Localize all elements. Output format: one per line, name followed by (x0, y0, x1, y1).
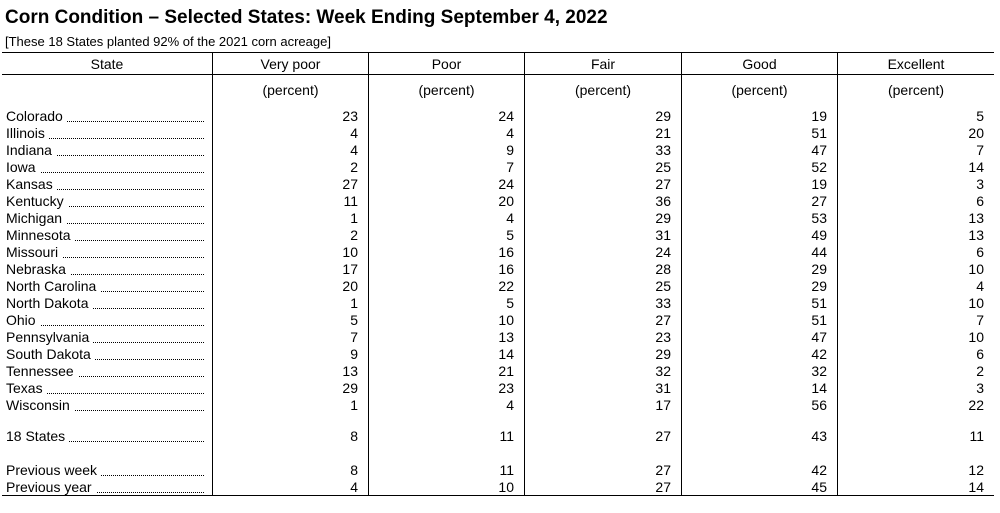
cell-poor: 21 (498, 363, 514, 379)
table-row (0, 227, 1000, 244)
cell-good: 45 (811, 479, 827, 495)
state-name: Texas (6, 380, 47, 396)
total-row (0, 428, 1000, 445)
table-row (0, 312, 1000, 329)
cell-very-poor: 1 (350, 295, 358, 311)
state-cell (6, 278, 204, 295)
cell-poor: 5 (506, 295, 514, 311)
header-state: State (90, 56, 124, 72)
state-name: Tennessee (6, 363, 78, 379)
cell-good: 19 (811, 108, 827, 124)
state-cell (6, 312, 204, 329)
cell-poor: 11 (499, 462, 514, 478)
cell-very-poor: 2 (350, 227, 358, 243)
unit-label: (percent) (262, 82, 319, 98)
cell-poor: 10 (498, 312, 514, 328)
top-rule (2, 52, 994, 53)
cell-good: 53 (811, 210, 827, 226)
cell-very-poor: 1 (350, 397, 358, 413)
cell-good: 42 (811, 462, 827, 478)
cell-fair: 33 (655, 142, 671, 158)
previous-week-row (0, 462, 1000, 479)
cell-poor: 24 (498, 108, 514, 124)
state-cell (6, 108, 204, 125)
cell-excellent: 10 (968, 261, 984, 277)
cell-fair: 25 (655, 159, 671, 175)
cell-very-poor: 11 (343, 193, 358, 209)
cell-very-poor: 4 (350, 479, 358, 495)
cell-very-poor: 2 (350, 159, 358, 175)
cell-poor: 22 (498, 278, 514, 294)
cell-good: 47 (811, 142, 827, 158)
cell-fair: 36 (655, 193, 671, 209)
cell-very-poor: 27 (342, 176, 358, 192)
state-name: Michigan (6, 210, 66, 226)
cell-good: 51 (811, 312, 827, 328)
cell-excellent: 10 (968, 329, 984, 345)
cell-excellent: 22 (968, 397, 984, 413)
cell-fair: 32 (655, 363, 671, 379)
cell-fair: 27 (655, 462, 671, 478)
cell-very-poor: 9 (350, 346, 358, 362)
cell-excellent: 2 (976, 363, 984, 379)
cell-good: 29 (811, 278, 827, 294)
table-row (0, 278, 1000, 295)
cell-fair: 24 (655, 244, 671, 260)
state-name: Ohio (6, 312, 40, 328)
cell-good: 42 (811, 346, 827, 362)
table-row (0, 159, 1000, 176)
table-row (0, 193, 1000, 210)
cell-fair: 31 (655, 227, 671, 243)
cell-good: 19 (811, 176, 827, 192)
cell-poor: 7 (506, 159, 514, 175)
cell-very-poor: 8 (350, 462, 358, 478)
cell-very-poor: 8 (350, 428, 358, 444)
state-name: South Dakota (6, 346, 95, 362)
table-row (0, 210, 1000, 227)
state-cell (6, 142, 204, 159)
cell-excellent: 20 (968, 125, 984, 141)
state-cell (6, 227, 204, 244)
table-row (0, 295, 1000, 312)
cell-excellent: 11 (969, 428, 984, 444)
header-rule (2, 74, 994, 75)
cell-very-poor: 20 (342, 278, 358, 294)
state-name: Nebraska (6, 261, 70, 277)
cell-fair: 27 (655, 176, 671, 192)
table-row (0, 346, 1000, 363)
state-cell (6, 380, 204, 397)
cell-very-poor: 7 (350, 329, 358, 345)
cell-good: 52 (811, 159, 827, 175)
cell-excellent: 14 (968, 159, 984, 175)
cell-excellent: 14 (968, 479, 984, 495)
unit-label: (percent) (887, 82, 945, 98)
state-name: Missouri (6, 244, 62, 260)
header-very-poor: Very poor (260, 56, 321, 72)
state-name: 18 States (6, 428, 69, 444)
state-cell (6, 329, 204, 346)
state-name: Minnesota (6, 227, 75, 243)
cell-good: 29 (811, 261, 827, 277)
cell-excellent: 6 (976, 193, 984, 209)
state-cell (6, 363, 204, 380)
cell-fair: 33 (655, 295, 671, 311)
state-name: Pennsylvania (6, 329, 93, 345)
cell-very-poor: 10 (342, 244, 358, 260)
state-cell (6, 346, 204, 363)
cell-poor: 24 (498, 176, 514, 192)
cell-good: 44 (811, 244, 827, 260)
cell-excellent: 13 (968, 227, 984, 243)
table-row (0, 397, 1000, 414)
cell-very-poor: 29 (342, 380, 358, 396)
header-good: Good (742, 56, 777, 72)
cell-good: 47 (811, 329, 827, 345)
unit-label: (percent) (731, 82, 788, 98)
cell-excellent: 3 (976, 176, 984, 192)
state-cell (6, 176, 204, 193)
header-poor: Poor (431, 56, 462, 72)
cell-poor: 4 (506, 210, 514, 226)
cell-very-poor: 13 (342, 363, 358, 379)
cell-very-poor: 4 (350, 142, 358, 158)
state-name: North Carolina (6, 278, 100, 294)
cell-very-poor: 23 (342, 108, 358, 124)
unit-label: (percent) (574, 82, 632, 98)
cell-fair: 23 (655, 329, 671, 345)
state-cell (6, 193, 204, 210)
cell-poor: 23 (498, 380, 514, 396)
table-row (0, 108, 1000, 125)
cell-poor: 13 (498, 329, 514, 345)
cell-fair: 17 (655, 397, 671, 413)
state-name: Kentucky (6, 193, 68, 209)
table-row (0, 244, 1000, 261)
state-name: Iowa (6, 159, 40, 175)
state-cell (6, 244, 204, 261)
cell-poor: 11 (499, 428, 514, 444)
cell-good: 14 (811, 380, 827, 396)
cell-poor: 4 (506, 397, 514, 413)
state-name: Kansas (6, 176, 57, 192)
header-excellent: Excellent (887, 56, 945, 72)
cell-fair: 21 (655, 125, 671, 141)
cell-fair: 29 (655, 346, 671, 362)
state-cell (6, 428, 204, 445)
state-name: Previous year (6, 479, 96, 495)
table-row (0, 261, 1000, 278)
state-name: Wisconsin (6, 397, 74, 413)
cell-fair: 29 (655, 108, 671, 124)
previous-year-row (0, 479, 1000, 496)
table-row (0, 329, 1000, 346)
cell-very-poor: 17 (342, 261, 358, 277)
cell-excellent: 7 (976, 312, 984, 328)
cell-fair: 25 (655, 278, 671, 294)
cell-poor: 14 (498, 346, 514, 362)
cell-fair: 31 (655, 380, 671, 396)
cell-fair: 27 (655, 479, 671, 495)
table-subtitle: [These 18 States planted 92% of the 2021 corn acreage] (5, 34, 331, 49)
state-cell (6, 397, 204, 414)
cell-poor: 20 (498, 193, 514, 209)
cell-very-poor: 4 (350, 125, 358, 141)
cell-excellent: 6 (976, 346, 984, 362)
state-name: North Dakota (6, 295, 92, 311)
table-row (0, 125, 1000, 142)
cell-good: 51 (811, 125, 827, 141)
cell-good: 49 (811, 227, 827, 243)
table-row (0, 176, 1000, 193)
cell-poor: 16 (498, 244, 514, 260)
table-row (0, 142, 1000, 159)
cell-excellent: 13 (968, 210, 984, 226)
header-fair: Fair (590, 56, 616, 72)
state-name: Illinois (6, 125, 49, 141)
cell-poor: 16 (498, 261, 514, 277)
cell-poor: 10 (498, 479, 514, 495)
cell-excellent: 4 (976, 278, 984, 294)
state-cell (6, 462, 204, 479)
cell-poor: 9 (506, 142, 514, 158)
cell-poor: 4 (506, 125, 514, 141)
cell-good: 56 (811, 397, 827, 413)
cell-excellent: 6 (976, 244, 984, 260)
state-cell (6, 210, 204, 227)
cell-excellent: 10 (968, 295, 984, 311)
cell-fair: 29 (655, 210, 671, 226)
unit-label: (percent) (418, 82, 475, 98)
state-name: Previous week (6, 462, 101, 478)
cell-excellent: 7 (976, 142, 984, 158)
cell-good: 27 (811, 193, 827, 209)
cell-very-poor: 5 (350, 312, 358, 328)
cell-poor: 5 (506, 227, 514, 243)
state-name: Colorado (6, 108, 67, 124)
cell-good: 43 (811, 428, 827, 444)
table-title: Corn Condition – Selected States: Week Ending September 4, 2022 (5, 7, 608, 28)
cell-good: 51 (811, 295, 827, 311)
cell-fair: 28 (655, 261, 671, 277)
cell-very-poor: 1 (350, 210, 358, 226)
state-cell (6, 125, 204, 142)
cell-excellent: 3 (976, 380, 984, 396)
state-cell (6, 261, 204, 278)
table-row (0, 380, 1000, 397)
cell-excellent: 5 (976, 108, 984, 124)
cell-good: 32 (811, 363, 827, 379)
state-cell (6, 159, 204, 176)
cell-fair: 27 (655, 428, 671, 444)
cell-excellent: 12 (968, 462, 984, 478)
state-cell (6, 479, 204, 496)
table-row (0, 363, 1000, 380)
cell-fair: 27 (655, 312, 671, 328)
state-cell (6, 295, 204, 312)
state-name: Indiana (6, 142, 56, 158)
